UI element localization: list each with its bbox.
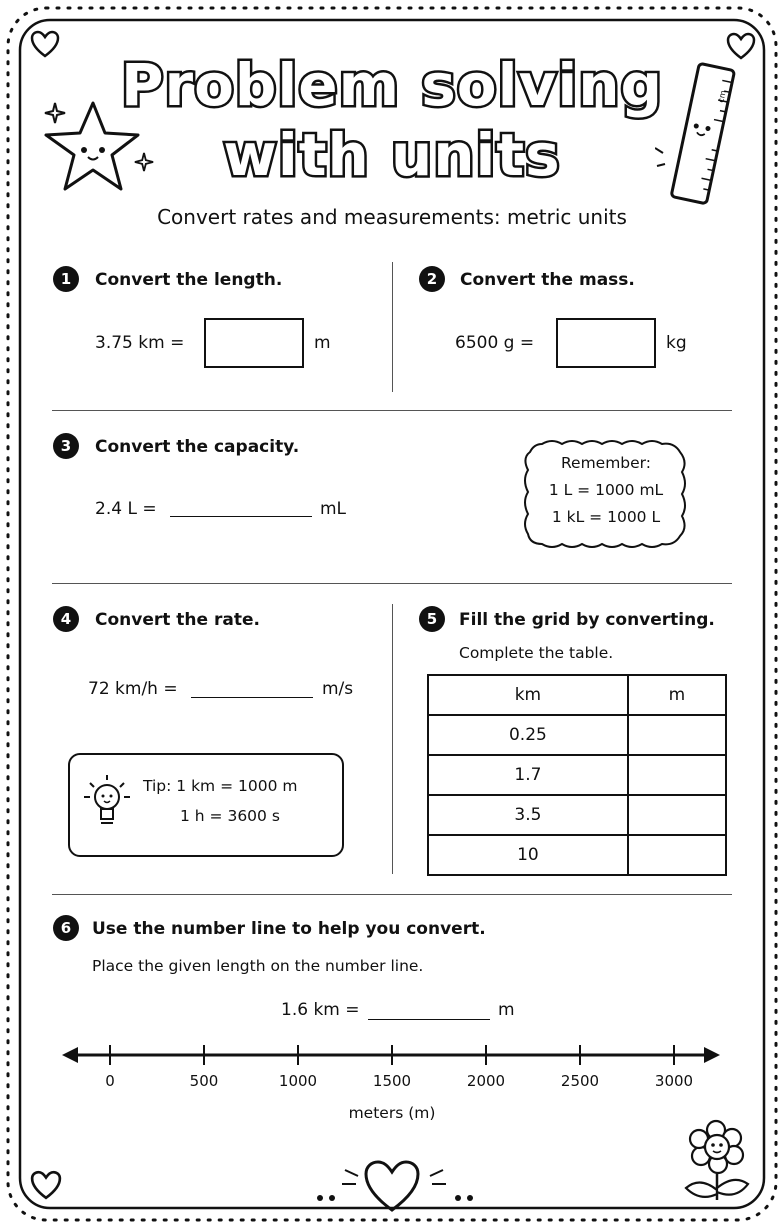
question-prompt: 2.4 L = (95, 499, 157, 519)
answer-line[interactable] (368, 1019, 490, 1020)
question-number-badge: 5 (419, 606, 445, 632)
table-cell-km: 10 (428, 835, 628, 875)
question-number-badge: 4 (53, 606, 79, 632)
table-cell-km: 0.25 (428, 715, 628, 755)
divider-horizontal (52, 583, 732, 584)
unit-label: kg (666, 333, 687, 353)
answer-line[interactable] (170, 516, 312, 517)
unit-label: m (498, 1000, 515, 1020)
number-line-tick-label: 1500 (372, 1072, 412, 1090)
unit-label: m/s (322, 679, 354, 699)
question-title: Use the number line to help you convert. (92, 919, 486, 939)
table-cell-m-answer[interactable] (628, 715, 726, 755)
divider-horizontal (52, 410, 732, 411)
question-title: Fill the grid by converting. (459, 610, 715, 630)
question-prompt: 72 km/h = (88, 679, 178, 699)
table-cell-km: 3.5 (428, 795, 628, 835)
table-cell-m-answer[interactable] (628, 835, 726, 875)
tip-line: 1 h = 3600 s (180, 807, 280, 825)
question-title: Convert the mass. (460, 270, 635, 290)
title-line-2: with units (223, 121, 561, 189)
question-number-badge: 3 (53, 433, 79, 459)
question-title: Convert the length. (95, 270, 283, 290)
lightbulb-icon (82, 773, 132, 835)
page-subtitle: Convert rates and measurements: metric units (157, 205, 627, 229)
table-header-km: km (428, 675, 628, 715)
question-title: Convert the rate. (95, 610, 260, 630)
flower-icon (676, 1118, 758, 1204)
table-cell-m-answer[interactable] (628, 755, 726, 795)
unit-label: mL (320, 499, 347, 519)
remember-line: 1 L = 1000 mL (548, 481, 664, 499)
table-cell-km: 1.7 (428, 755, 628, 795)
conversion-table (427, 674, 727, 876)
question-title: Convert the capacity. (95, 437, 300, 457)
number-line-tick-label: 1000 (278, 1072, 318, 1090)
table-cell-m-answer[interactable] (628, 795, 726, 835)
heart-decoration (300, 1160, 490, 1210)
question-prompt: 6500 g = (455, 333, 535, 353)
number-line-tick-label: 500 (189, 1072, 219, 1090)
number-line-tick-label: 3000 (654, 1072, 694, 1090)
number-line-axis-label: meters (m) (348, 1104, 436, 1122)
heart-icon (30, 30, 60, 58)
number-line-tick-label: 2500 (560, 1072, 600, 1090)
table-row (428, 795, 726, 835)
divider-vertical (392, 262, 393, 392)
question-instruction: Complete the table. (459, 644, 614, 662)
number-line-tick-label: 0 (105, 1072, 115, 1090)
table-header-row (428, 675, 726, 715)
question-prompt: 1.6 km = (281, 1000, 360, 1020)
divider-horizontal (52, 894, 732, 895)
question-number-badge: 1 (53, 266, 79, 292)
question-prompt: 3.75 km = (95, 333, 185, 353)
ruler-label: cm (716, 89, 728, 104)
answer-box[interactable] (556, 318, 656, 368)
heart-icon (30, 1170, 62, 1200)
remember-line: 1 kL = 1000 L (551, 508, 661, 526)
tip-line: Tip: 1 km = 1000 m (143, 777, 298, 795)
table-header-m: m (628, 675, 726, 715)
number-line (60, 1040, 724, 1070)
table-row (428, 715, 726, 755)
table-row (428, 755, 726, 795)
title-line-1: Problem solving (120, 51, 664, 119)
answer-line[interactable] (191, 697, 313, 698)
divider-vertical (392, 604, 393, 874)
unit-label: m (314, 333, 331, 353)
number-line-tick-label: 2000 (466, 1072, 506, 1090)
table-row (428, 835, 726, 875)
remember-heading: Remember: (560, 454, 652, 472)
question-instruction: Place the given length on the number line. (92, 957, 424, 975)
question-number-badge: 6 (53, 915, 79, 941)
question-number-badge: 2 (419, 266, 445, 292)
answer-box[interactable] (204, 318, 304, 368)
